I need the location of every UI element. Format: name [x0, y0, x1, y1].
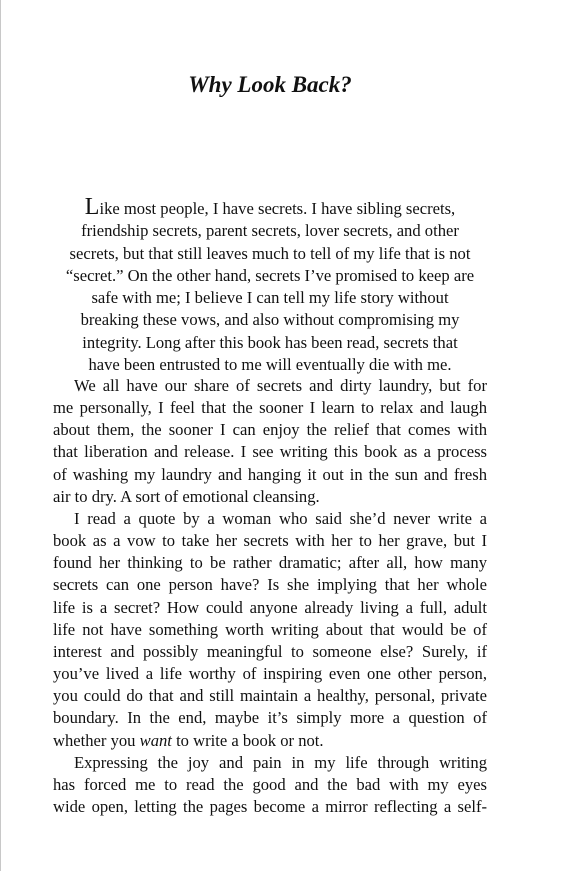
text-line: wide open, letting the pages become a mirror reflecting a self- — [53, 796, 487, 816]
chapter-title: Why Look Back? — [188, 72, 352, 98]
opening-line: integrity. Long after this book has been read, secrets that — [82, 332, 458, 352]
text-line: you could do that and still maintain a healthy, personal, private — [53, 686, 487, 706]
text-line: that liberation and release. I see writing this book as a process — [53, 442, 487, 462]
body-text — [53, 375, 487, 818]
text-line: found her thinking to be rather dramatic; after all, how many — [53, 553, 487, 573]
text-line: of washing my laundry and hanging it out in the sun and fresh — [53, 464, 487, 484]
text-segment: whether you — [53, 730, 140, 750]
text-line: me personally, I feel that the sooner I learn to relax and laugh — [53, 398, 487, 418]
drop-cap: L — [84, 194, 100, 220]
text-line: you’ve lived a life worthy of inspiring even one other person, — [53, 664, 487, 684]
text-line: I read a quote by a woman who said she’d never write a — [74, 508, 487, 528]
opening-paragraph — [53, 196, 487, 376]
text-line: about them, the sooner I can enjoy the relief that comes with — [53, 420, 487, 440]
opening-line — [53, 196, 487, 220]
text-segment: to write a book or not. — [171, 730, 324, 750]
text-line: air to dry. A sort of emotional cleansing. — [53, 486, 320, 506]
text-line: Expressing the joy and pain in my life through writing — [74, 752, 487, 772]
opening-line: breaking these vows, and also without compromising my — [80, 310, 460, 330]
text-line — [53, 730, 487, 752]
opening-line-text: ike most people, I have secrets. I have sibling secrets, — [99, 199, 456, 218]
text-line: life not have something worth writing about that would be of — [53, 619, 487, 639]
text-line: book as a vow to take her secrets with her to her grave, but I — [53, 531, 487, 551]
opening-line: friendship secrets, parent secrets, lover secrets, and other — [81, 221, 459, 241]
opening-line: “secret.” On the other hand, secrets I’ve promised to keep are — [65, 265, 475, 285]
emphasized-word: want — [139, 730, 172, 750]
opening-line: secrets, but that still leaves much to tell of my life that is not — [69, 243, 471, 263]
text-line: interest and possibly meaningful to someone else? Surely, if — [53, 641, 487, 661]
opening-line: safe with me; I believe I can tell my life story without — [91, 288, 449, 308]
text-line: boundary. In the end, maybe it’s simply more a question of — [53, 708, 487, 728]
page-edge-line — [0, 0, 1, 871]
opening-line: have been entrusted to me will eventually die with me. — [88, 355, 452, 375]
text-line: has forced me to read the good and the bad with my eyes — [53, 774, 487, 794]
text-line: life is a secret? How could anyone already living a full, adult — [53, 597, 487, 617]
text-line: We all have our share of secrets and dirty laundry, but for — [74, 376, 487, 395]
text-line: secrets can one person have? Is she implying that her whole — [53, 575, 487, 595]
